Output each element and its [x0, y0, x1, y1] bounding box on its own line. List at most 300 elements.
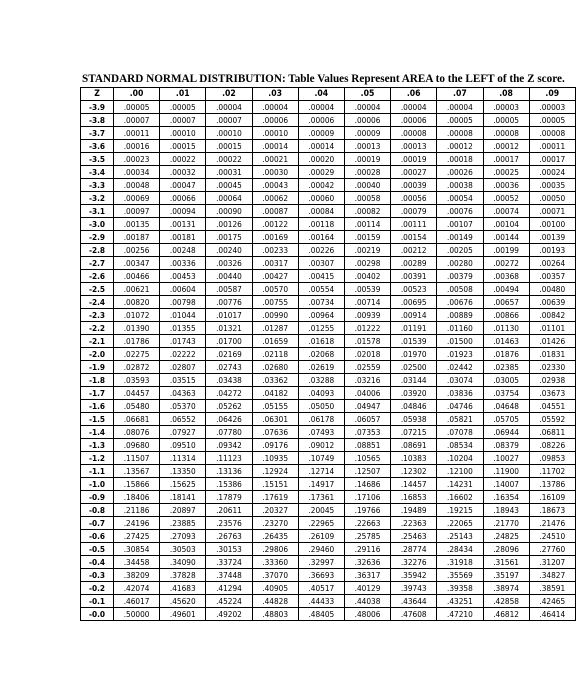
area-value-cell: .41683 — [160, 582, 206, 595]
table-row — [81, 179, 576, 192]
area-value-cell: .00326 — [206, 257, 252, 270]
area-value-cell: .00082 — [344, 205, 390, 218]
area-value-cell: .00248 — [160, 244, 206, 257]
area-value-cell: .00336 — [160, 257, 206, 270]
area-value-cell: .00052 — [483, 192, 529, 205]
area-value-cell: .00964 — [298, 309, 344, 322]
area-value-cell: .00122 — [252, 218, 298, 231]
area-value-cell: .00100 — [529, 218, 575, 231]
area-value-cell: .46414 — [529, 608, 575, 621]
area-value-cell: .02275 — [114, 348, 160, 361]
area-value-cell: .00169 — [252, 231, 298, 244]
header-cell: .00 — [114, 88, 160, 101]
z-score-cell: -2.6 — [81, 270, 114, 283]
area-value-cell: .01700 — [206, 335, 252, 348]
area-value-cell: .00025 — [483, 166, 529, 179]
area-value-cell: .06426 — [206, 413, 252, 426]
area-value-cell: .00205 — [437, 244, 483, 257]
area-value-cell: .00289 — [391, 257, 437, 270]
area-value-cell: .17106 — [344, 491, 390, 504]
area-value-cell: .33360 — [252, 556, 298, 569]
area-value-cell: .15625 — [160, 478, 206, 491]
area-value-cell: .00889 — [437, 309, 483, 322]
table-row — [81, 218, 576, 231]
area-value-cell: .19489 — [391, 504, 437, 517]
area-value-cell: .00008 — [483, 127, 529, 140]
area-value-cell: .00040 — [344, 179, 390, 192]
z-score-cell: -1.1 — [81, 465, 114, 478]
area-value-cell: .12100 — [437, 465, 483, 478]
area-value-cell: .04846 — [391, 400, 437, 413]
area-value-cell: .00219 — [344, 244, 390, 257]
area-value-cell: .35569 — [437, 569, 483, 582]
area-value-cell: .00154 — [391, 231, 437, 244]
area-value-cell: .12302 — [391, 465, 437, 478]
area-value-cell: .12924 — [252, 465, 298, 478]
area-value-cell: .00368 — [483, 270, 529, 283]
area-value-cell: .00494 — [483, 283, 529, 296]
header-cell: .04 — [298, 88, 344, 101]
header-cell: .03 — [252, 88, 298, 101]
area-value-cell: .46017 — [114, 595, 160, 608]
area-value-cell: .00035 — [529, 179, 575, 192]
z-score-cell: -2.2 — [81, 322, 114, 335]
table-row — [81, 582, 576, 595]
table-row — [81, 504, 576, 517]
area-value-cell: .04093 — [298, 387, 344, 400]
table-row — [81, 127, 576, 140]
area-value-cell: .37448 — [206, 569, 252, 582]
area-value-cell: .24825 — [483, 530, 529, 543]
area-value-cell: .05821 — [437, 413, 483, 426]
area-value-cell: .03593 — [114, 374, 160, 387]
table-row — [81, 244, 576, 257]
area-value-cell: .28434 — [437, 543, 483, 556]
area-value-cell: .02559 — [344, 361, 390, 374]
area-value-cell: .00427 — [252, 270, 298, 283]
header-row — [81, 88, 576, 101]
area-value-cell: .00019 — [344, 153, 390, 166]
area-value-cell: .00842 — [529, 309, 575, 322]
area-value-cell: .03920 — [391, 387, 437, 400]
area-value-cell: .29806 — [252, 543, 298, 556]
area-value-cell: .00038 — [437, 179, 483, 192]
area-value-cell: .06681 — [114, 413, 160, 426]
table-row — [81, 114, 576, 127]
area-value-cell: .05370 — [160, 400, 206, 413]
area-value-cell: .02807 — [160, 361, 206, 374]
area-value-cell: .00820 — [114, 296, 160, 309]
area-value-cell: .00034 — [114, 166, 160, 179]
area-value-cell: .00004 — [437, 101, 483, 114]
area-value-cell: .47608 — [391, 608, 437, 621]
table-row — [81, 257, 576, 270]
area-value-cell: .06552 — [160, 413, 206, 426]
area-value-cell: .08691 — [391, 439, 437, 452]
area-value-cell: .00193 — [529, 244, 575, 257]
area-value-cell: .45620 — [160, 595, 206, 608]
area-value-cell: .00008 — [529, 127, 575, 140]
area-value-cell: .48803 — [252, 608, 298, 621]
z-table-document — [80, 72, 575, 621]
area-value-cell: .36317 — [344, 569, 390, 582]
area-value-cell: .01321 — [206, 322, 252, 335]
area-value-cell: .14917 — [298, 478, 344, 491]
area-value-cell: .00144 — [483, 231, 529, 244]
area-value-cell: .20611 — [206, 504, 252, 517]
area-value-cell: .10935 — [252, 452, 298, 465]
area-value-cell: .11702 — [529, 465, 575, 478]
area-value-cell: .24196 — [114, 517, 160, 530]
area-value-cell: .00011 — [529, 140, 575, 153]
area-value-cell: .00058 — [344, 192, 390, 205]
area-value-cell: .18673 — [529, 504, 575, 517]
area-value-cell: .11507 — [114, 452, 160, 465]
area-value-cell: .05050 — [298, 400, 344, 413]
area-value-cell: .00676 — [437, 296, 483, 309]
area-value-cell: .01923 — [437, 348, 483, 361]
table-row — [81, 452, 576, 465]
table-row — [81, 296, 576, 309]
area-value-cell: .36693 — [298, 569, 344, 582]
area-value-cell: .03836 — [437, 387, 483, 400]
z-score-cell: -3.3 — [81, 179, 114, 192]
area-value-cell: .28774 — [391, 543, 437, 556]
area-value-cell: .16109 — [529, 491, 575, 504]
area-value-cell: .23270 — [252, 517, 298, 530]
area-value-cell: .04363 — [160, 387, 206, 400]
area-value-cell: .03754 — [483, 387, 529, 400]
area-value-cell: .29116 — [344, 543, 390, 556]
area-value-cell: .00069 — [114, 192, 160, 205]
area-value-cell: .00013 — [391, 140, 437, 153]
area-value-cell: .01191 — [391, 322, 437, 335]
area-value-cell: .00212 — [391, 244, 437, 257]
area-value-cell: .02938 — [529, 374, 575, 387]
table-row — [81, 387, 576, 400]
area-value-cell: .00256 — [114, 244, 160, 257]
area-value-cell: .00084 — [298, 205, 344, 218]
area-value-cell: .01044 — [160, 309, 206, 322]
z-score-cell: -1.5 — [81, 413, 114, 426]
z-score-cell: -2.0 — [81, 348, 114, 361]
area-value-cell: .15151 — [252, 478, 298, 491]
area-value-cell: .47210 — [437, 608, 483, 621]
table-row — [81, 400, 576, 413]
z-score-cell: -1.7 — [81, 387, 114, 400]
area-value-cell: .09853 — [529, 452, 575, 465]
header-cell: .02 — [206, 88, 252, 101]
area-value-cell: .11900 — [483, 465, 529, 478]
area-value-cell: .48405 — [298, 608, 344, 621]
area-value-cell: .00657 — [483, 296, 529, 309]
area-value-cell: .01426 — [529, 335, 575, 348]
area-value-cell: .00107 — [437, 218, 483, 231]
area-value-cell: .05705 — [483, 413, 529, 426]
area-value-cell: .00798 — [160, 296, 206, 309]
table-row — [81, 309, 576, 322]
area-value-cell: .17361 — [298, 491, 344, 504]
area-value-cell: .10749 — [298, 452, 344, 465]
area-value-cell: .03144 — [391, 374, 437, 387]
area-value-cell: .38974 — [483, 582, 529, 595]
area-value-cell: .25143 — [437, 530, 483, 543]
area-value-cell: .02068 — [298, 348, 344, 361]
area-value-cell: .39358 — [437, 582, 483, 595]
area-value-cell: .14231 — [437, 478, 483, 491]
area-value-cell: .00939 — [344, 309, 390, 322]
z-score-cell: -0.3 — [81, 569, 114, 582]
area-value-cell: .00453 — [160, 270, 206, 283]
area-value-cell: .06178 — [298, 413, 344, 426]
area-value-cell: .00014 — [298, 140, 344, 153]
area-value-cell: .22663 — [344, 517, 390, 530]
z-score-cell: -1.8 — [81, 374, 114, 387]
area-value-cell: .01160 — [437, 322, 483, 335]
area-value-cell: .14457 — [391, 478, 437, 491]
area-value-cell: .09342 — [206, 439, 252, 452]
area-value-cell: .00990 — [252, 309, 298, 322]
z-score-cell: -3.7 — [81, 127, 114, 140]
table-row — [81, 465, 576, 478]
z-score-cell: -3.2 — [81, 192, 114, 205]
z-score-cell: -3.6 — [81, 140, 114, 153]
area-value-cell: .00087 — [252, 205, 298, 218]
area-value-cell: .00587 — [206, 283, 252, 296]
area-value-cell: .17619 — [252, 491, 298, 504]
area-value-cell: .13786 — [529, 478, 575, 491]
area-value-cell: .01255 — [298, 322, 344, 335]
table-row — [81, 322, 576, 335]
area-value-cell: .02222 — [160, 348, 206, 361]
area-value-cell: .00118 — [298, 218, 344, 231]
z-score-cell: -3.5 — [81, 153, 114, 166]
area-value-cell: .41294 — [206, 582, 252, 595]
area-value-cell: .31918 — [437, 556, 483, 569]
header-cell: .07 — [437, 88, 483, 101]
area-value-cell: .18141 — [160, 491, 206, 504]
area-value-cell: .03216 — [344, 374, 390, 387]
area-value-cell: .00031 — [206, 166, 252, 179]
area-value-cell: .00159 — [344, 231, 390, 244]
area-value-cell: .00776 — [206, 296, 252, 309]
area-value-cell: .05592 — [529, 413, 575, 426]
area-value-cell: .00004 — [391, 101, 437, 114]
area-value-cell: .38209 — [114, 569, 160, 582]
z-score-cell: -1.0 — [81, 478, 114, 491]
area-value-cell: .03362 — [252, 374, 298, 387]
z-score-cell: -3.8 — [81, 114, 114, 127]
area-value-cell: .00062 — [252, 192, 298, 205]
table-row — [81, 439, 576, 452]
table-row — [81, 426, 576, 439]
area-value-cell: .06944 — [483, 426, 529, 439]
area-value-cell: .25463 — [391, 530, 437, 543]
z-score-cell: -0.6 — [81, 530, 114, 543]
area-value-cell: .00240 — [206, 244, 252, 257]
z-score-cell: -0.8 — [81, 504, 114, 517]
table-row — [81, 153, 576, 166]
area-value-cell: .00006 — [298, 114, 344, 127]
area-value-cell: .00164 — [298, 231, 344, 244]
area-value-cell: .01970 — [391, 348, 437, 361]
area-value-cell: .00181 — [160, 231, 206, 244]
table-row — [81, 543, 576, 556]
area-value-cell: .34090 — [160, 556, 206, 569]
area-value-cell: .38591 — [529, 582, 575, 595]
area-value-cell: .04648 — [483, 400, 529, 413]
z-score-cell: -2.5 — [81, 283, 114, 296]
area-value-cell: .00391 — [391, 270, 437, 283]
area-value-cell: .00005 — [114, 101, 160, 114]
area-value-cell: .07215 — [391, 426, 437, 439]
area-value-cell: .27425 — [114, 530, 160, 543]
area-value-cell: .00006 — [344, 114, 390, 127]
area-value-cell: .09510 — [160, 439, 206, 452]
area-value-cell: .00023 — [114, 153, 160, 166]
area-value-cell: .00009 — [298, 127, 344, 140]
area-value-cell: .01500 — [437, 335, 483, 348]
area-value-cell: .35942 — [391, 569, 437, 582]
table-title: STANDARD NORMAL DISTRIBUTION: Table Values Represent AREA to the LEFT of the Z score. — [82, 73, 565, 85]
table-row — [81, 556, 576, 569]
area-value-cell: .24510 — [529, 530, 575, 543]
area-value-cell: .37070 — [252, 569, 298, 582]
area-value-cell: .11123 — [206, 452, 252, 465]
area-value-cell: .04272 — [206, 387, 252, 400]
area-value-cell: .01659 — [252, 335, 298, 348]
area-value-cell: .00017 — [529, 153, 575, 166]
area-value-cell: .01463 — [483, 335, 529, 348]
area-value-cell: .01786 — [114, 335, 160, 348]
area-value-cell: .08379 — [483, 439, 529, 452]
area-value-cell: .02385 — [483, 361, 529, 374]
area-value-cell: .00604 — [160, 283, 206, 296]
area-value-cell: .04746 — [437, 400, 483, 413]
area-value-cell: .09680 — [114, 439, 160, 452]
area-value-cell: .00003 — [529, 101, 575, 114]
area-value-cell: .00272 — [483, 257, 529, 270]
table-row — [81, 101, 576, 114]
area-value-cell: .33724 — [206, 556, 252, 569]
area-value-cell: .00009 — [344, 127, 390, 140]
area-value-cell: .00307 — [298, 257, 344, 270]
area-value-cell: .01743 — [160, 335, 206, 348]
area-value-cell: .11314 — [160, 452, 206, 465]
area-value-cell: .00019 — [391, 153, 437, 166]
area-value-cell: .45224 — [206, 595, 252, 608]
area-value-cell: .00379 — [437, 270, 483, 283]
area-value-cell: .02743 — [206, 361, 252, 374]
area-value-cell: .01017 — [206, 309, 252, 322]
area-value-cell: .00114 — [344, 218, 390, 231]
area-value-cell: .21476 — [529, 517, 575, 530]
area-value-cell: .34827 — [529, 569, 575, 582]
z-score-cell: -0.0 — [81, 608, 114, 621]
area-value-cell: .43644 — [391, 595, 437, 608]
area-value-cell: .08851 — [344, 439, 390, 452]
area-value-cell: .00734 — [298, 296, 344, 309]
area-value-cell: .30153 — [206, 543, 252, 556]
area-value-cell: .00008 — [437, 127, 483, 140]
area-value-cell: .16354 — [483, 491, 529, 504]
area-value-cell: .00007 — [206, 114, 252, 127]
area-value-cell: .50000 — [114, 608, 160, 621]
area-value-cell: .00523 — [391, 283, 437, 296]
area-value-cell: .19215 — [437, 504, 483, 517]
area-value-cell: .20897 — [160, 504, 206, 517]
area-value-cell: .02500 — [391, 361, 437, 374]
table-row — [81, 231, 576, 244]
area-value-cell: .00005 — [437, 114, 483, 127]
header-cell: .05 — [344, 88, 390, 101]
area-value-cell: .00004 — [298, 101, 344, 114]
area-value-cell: .40905 — [252, 582, 298, 595]
area-value-cell: .44038 — [344, 595, 390, 608]
area-value-cell: .00026 — [437, 166, 483, 179]
area-value-cell: .00226 — [298, 244, 344, 257]
area-value-cell: .00014 — [252, 140, 298, 153]
table-row — [81, 140, 576, 153]
area-value-cell: .39743 — [391, 582, 437, 595]
area-value-cell: .12714 — [298, 465, 344, 478]
area-value-cell: .44828 — [252, 595, 298, 608]
area-value-cell: .04947 — [344, 400, 390, 413]
header-cell: .08 — [483, 88, 529, 101]
table-row — [81, 192, 576, 205]
area-value-cell: .00094 — [160, 205, 206, 218]
z-score-cell: -2.1 — [81, 335, 114, 348]
area-value-cell: .04182 — [252, 387, 298, 400]
area-value-cell: .07353 — [344, 426, 390, 439]
area-value-cell: .00079 — [391, 205, 437, 218]
area-value-cell: .00415 — [298, 270, 344, 283]
area-value-cell: .00024 — [529, 166, 575, 179]
area-value-cell: .00104 — [483, 218, 529, 231]
area-value-cell: .00402 — [344, 270, 390, 283]
table-row — [81, 361, 576, 374]
area-value-cell: .28096 — [483, 543, 529, 556]
area-value-cell: .01101 — [529, 322, 575, 335]
z-score-cell: -2.4 — [81, 296, 114, 309]
area-value-cell: .00317 — [252, 257, 298, 270]
area-value-cell: .09176 — [252, 439, 298, 452]
area-value-cell: .00017 — [483, 153, 529, 166]
area-value-cell: .02018 — [344, 348, 390, 361]
area-value-cell: .00007 — [160, 114, 206, 127]
area-value-cell: .00036 — [483, 179, 529, 192]
area-value-cell: .00048 — [114, 179, 160, 192]
area-value-cell: .37828 — [160, 569, 206, 582]
area-value-cell: .17879 — [206, 491, 252, 504]
z-score-cell: -0.7 — [81, 517, 114, 530]
area-value-cell: .29460 — [298, 543, 344, 556]
area-value-cell: .00005 — [160, 101, 206, 114]
area-value-cell: .32997 — [298, 556, 344, 569]
area-value-cell: .18406 — [114, 491, 160, 504]
z-score-cell: -3.4 — [81, 166, 114, 179]
area-value-cell: .00071 — [529, 205, 575, 218]
area-value-cell: .10204 — [437, 452, 483, 465]
area-value-cell: .27093 — [160, 530, 206, 543]
header-cell: .09 — [529, 88, 575, 101]
area-value-cell: .00029 — [298, 166, 344, 179]
area-value-cell: .00054 — [437, 192, 483, 205]
area-value-cell: .00010 — [252, 127, 298, 140]
area-value-cell: .05262 — [206, 400, 252, 413]
table-row — [81, 283, 576, 296]
table-row — [81, 166, 576, 179]
